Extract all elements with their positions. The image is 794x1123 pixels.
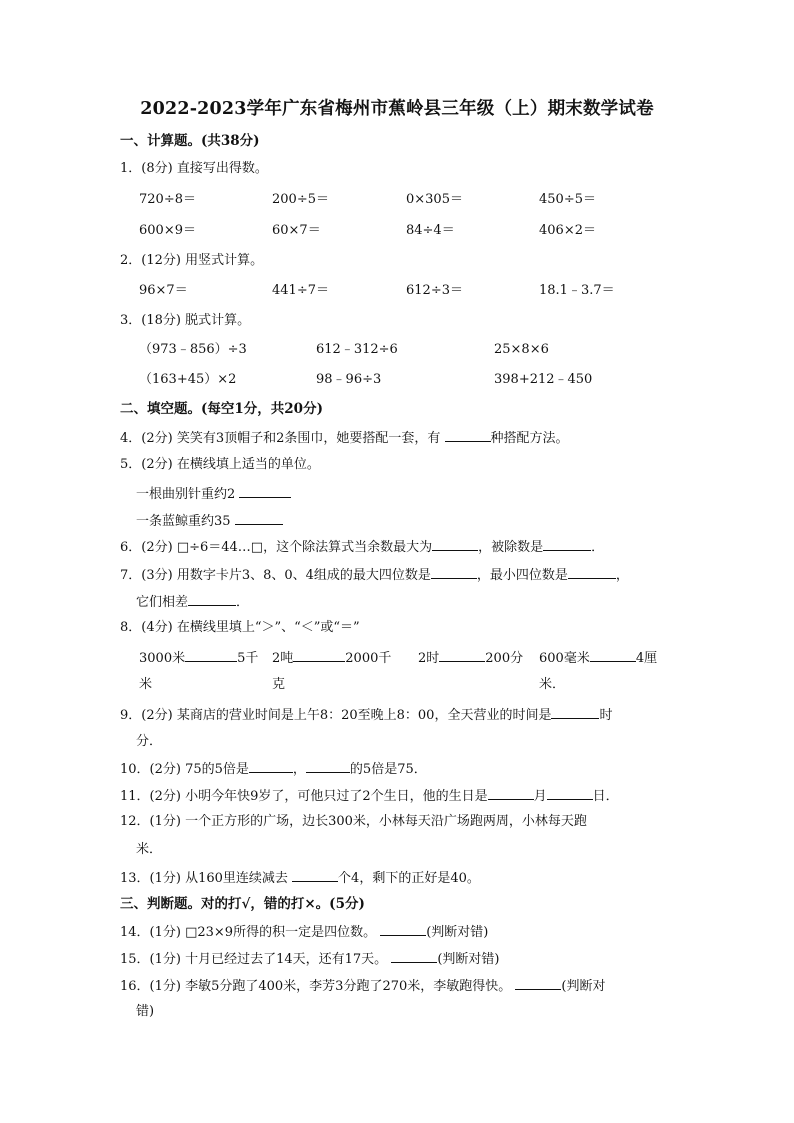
q13-text: 13．(1分) 从160里连续减去 (120, 871, 288, 886)
q4-text: 4．(2分) 笑笑有3顶帽子和2条围巾，她要搭配一套，有 (120, 431, 441, 446)
q6-text: ，被除数是 (478, 540, 544, 555)
answer-blank[interactable] (249, 759, 293, 773)
q8-text: 米 (139, 677, 153, 692)
q1-item: 450÷5＝ (539, 192, 596, 207)
q7-text: ． (236, 595, 250, 610)
q3-item: 98﹣96÷3 (316, 372, 382, 387)
q8-compare-1 (139, 648, 258, 668)
question-16 (120, 976, 605, 996)
q1-item: 600×9＝ (139, 223, 196, 238)
q16-text: 16．(1分) 李敏5分跑了400米，李芳3分跑了270米，李敏跑得快。 (120, 979, 512, 994)
question-12: 12．(1分) 一个正方形的广场，边长300米，小林每天沿广场跑两周，小林每天跑 (120, 814, 587, 829)
q1-item: 60×7＝ (272, 223, 321, 238)
question-6 (120, 537, 604, 557)
answer-blank[interactable] (439, 648, 485, 662)
answer-blank[interactable] (185, 648, 237, 662)
q8-text: 4厘 (635, 651, 658, 666)
page-title: 2022-2023学年广东省梅州市蕉岭县三年级（上）期末数学试卷 (140, 99, 654, 119)
q9-text: 9．(2分) 某商店的营业时间是上午8：20至晚上8：00，全天营业的时间是 (120, 708, 552, 723)
q8-text: 600毫米 (539, 651, 590, 666)
q8-text: 2000千 (345, 651, 392, 666)
q5-line-2 (136, 511, 283, 531)
question-4 (120, 428, 569, 448)
q11-text: 日． (592, 789, 619, 804)
q2-item: 441÷7＝ (272, 283, 329, 298)
question-1-stem: 1．(8分) 直接写出得数。 (120, 161, 268, 176)
q8-compare-4 (539, 648, 657, 668)
q10-text: ， (292, 762, 306, 777)
q3-item: 25×8×6 (494, 342, 549, 357)
q1-item: 406×2＝ (539, 223, 596, 238)
answer-blank[interactable] (391, 949, 437, 963)
q10-text: 10．(2分) 75的5倍是 (120, 762, 249, 777)
q8-text: 2吨 (272, 651, 294, 666)
q7-text: ，最小四位数是 (476, 568, 568, 583)
q2-item: 612÷3＝ (406, 283, 463, 298)
q5-line-1 (136, 484, 291, 504)
q11-text: 月 (533, 789, 547, 804)
question-9 (120, 705, 612, 725)
q16-text: 错) (136, 1004, 155, 1019)
q1-item: 0×305＝ (406, 192, 463, 207)
q15-text: (判断对错) (437, 952, 500, 967)
q8-text: 2时 (418, 651, 440, 666)
q9-text: 分． (136, 734, 163, 749)
q5-text: 一条蓝鲸重约35 (136, 514, 231, 529)
q1-item: 720÷8＝ (139, 192, 196, 207)
answer-blank[interactable] (292, 868, 338, 882)
q8-compare-2 (272, 648, 391, 668)
q15-text: 15．(1分) 十月已经过去了14天，还有17天。 (120, 952, 388, 967)
q2-item: 96×7＝ (139, 283, 188, 298)
q4-text: 种搭配方法。 (490, 431, 569, 446)
answer-blank[interactable] (293, 648, 345, 662)
q10-text: 的5倍是75． (349, 762, 427, 777)
q7-text: 它们相差 (136, 595, 189, 610)
question-5-stem: 5．(2分) 在横线填上适当的单位。 (120, 457, 320, 472)
question-3-stem: 3．(18分) 脱式计算。 (120, 313, 251, 328)
q6-text: ． (591, 540, 605, 555)
answer-blank[interactable] (488, 786, 534, 800)
q8-text: 米． (539, 677, 566, 692)
q3-item: 612﹣312÷6 (316, 342, 398, 357)
section-heading-fill-in: 二、填空题。(每空1分，共20分) (120, 401, 323, 417)
answer-blank[interactable] (431, 565, 477, 579)
question-8-stem: 8．(4分) 在横线里填上“＞”、“＜”或“＝” (120, 620, 360, 635)
answer-blank[interactable] (547, 786, 593, 800)
question-7 (120, 565, 629, 585)
question-10 (120, 759, 427, 779)
q8-text: 200分 (485, 651, 524, 666)
q8-compare-3 (418, 648, 523, 668)
answer-blank[interactable] (235, 511, 283, 525)
answer-blank[interactable] (306, 759, 350, 773)
question-13 (120, 868, 480, 888)
q7-text: ， (615, 568, 629, 583)
q3-item: 398+212﹣450 (494, 372, 593, 387)
answer-blank[interactable] (515, 976, 561, 990)
q7-text: 7．(3分) 用数字卡片3、8、0、4组成的最大四位数是 (120, 568, 431, 583)
q3-item: （973﹣856）÷3 (139, 342, 247, 357)
q5-text: 一根曲别针重约2 (136, 487, 236, 502)
q13-text: 个4，剩下的正好是40。 (338, 871, 480, 886)
q14-text: 14．(1分) □23×9所得的积一定是四位数。 (120, 925, 377, 940)
answer-blank[interactable] (551, 705, 599, 719)
question-7-continued (136, 592, 249, 612)
question-14 (120, 922, 488, 942)
q2-item: 18.1﹣3.7＝ (539, 283, 615, 298)
section-heading-true-false: 三、判断题。对的打√，错的打×。(5分) (120, 896, 365, 912)
question-11 (120, 786, 619, 806)
q14-text: (判断对错) (426, 925, 489, 940)
q12-text: 米． (136, 842, 163, 857)
answer-blank[interactable] (432, 537, 478, 551)
answer-blank[interactable] (445, 428, 491, 442)
q11-text: 11．(2分) 小明今年快9岁了，可他只过了2个生日，他的生日是 (120, 789, 488, 804)
q1-item: 84÷4＝ (406, 223, 455, 238)
answer-blank[interactable] (239, 484, 291, 498)
answer-blank[interactable] (380, 922, 426, 936)
answer-blank[interactable] (590, 648, 636, 662)
q9-text: 时 (599, 708, 613, 723)
q6-text: 6．(2分) □÷6＝44…□，这个除法算式当余数最大为 (120, 540, 433, 555)
question-15 (120, 949, 499, 969)
question-2-stem: 2．(12分) 用竖式计算。 (120, 253, 264, 268)
section-heading-calculation: 一、计算题。(共38分) (120, 133, 260, 149)
q8-text: 5千 (237, 651, 259, 666)
answer-blank[interactable] (568, 565, 616, 579)
q8-text: 克 (272, 677, 286, 692)
q16-text: (判断对 (561, 979, 606, 994)
q3-item: （163+45）×2 (139, 372, 237, 387)
answer-blank[interactable] (543, 537, 591, 551)
q8-text: 3000米 (139, 651, 186, 666)
answer-blank[interactable] (188, 592, 236, 606)
q1-item: 200÷5＝ (272, 192, 329, 207)
